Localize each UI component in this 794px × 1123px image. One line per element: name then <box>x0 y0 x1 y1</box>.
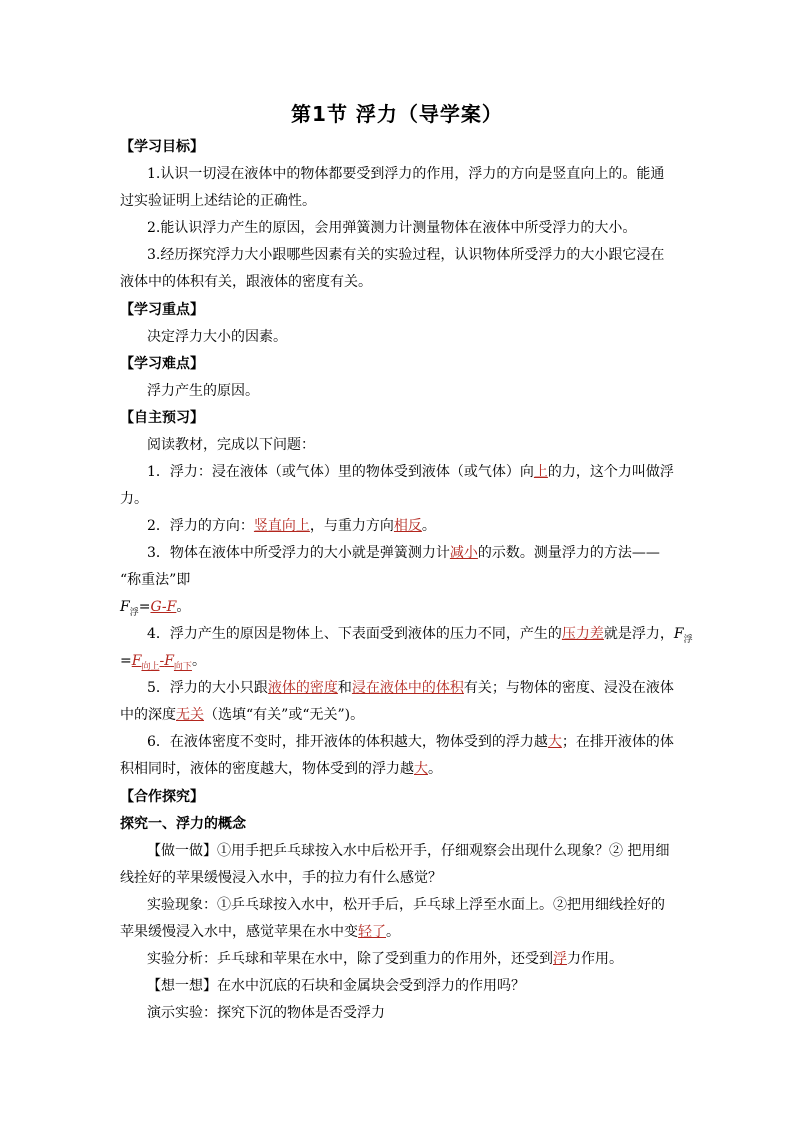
page-title: 第1节 浮力（导学案） <box>291 102 503 126</box>
preview-question-3-formula <box>120 596 680 618</box>
goal-3-line-1: 3.经历探究浮力大小跟哪些因素有关的实验过程，认识物体所受浮力的大小跟它浸在 <box>147 247 665 263</box>
analysis-answer: 浮 <box>553 951 567 967</box>
q4-answer-f2: F <box>164 653 174 669</box>
q3-answer: 减小 <box>449 545 478 561</box>
phen-answer: 轻了 <box>358 924 386 940</box>
q5-text: 5．浮力的大小只跟 <box>147 680 268 696</box>
q4-answer-sub1: 向上 <box>141 661 160 672</box>
q4-formula-f: F <box>673 626 684 642</box>
phen-end: 。 <box>386 924 400 940</box>
q5-answer-3: 无关 <box>176 707 204 723</box>
q6-text: 6．在液体密度不变时，排开液体的体积越大，物体受到的浮力越 <box>147 734 548 750</box>
section-heading-coop: 【合作探究】 <box>120 789 204 805</box>
activity-do-line-2: 线拴好的苹果缓慢浸入水中，手的拉力有什么感觉？ <box>120 870 442 886</box>
preview-question-1 <box>120 461 707 481</box>
q5-answer-1: 液体的密度 <box>267 680 338 696</box>
q1-answer: 上 <box>533 464 548 480</box>
preview-question-3 <box>120 542 707 562</box>
phenomenon-line-1: 实验现象：①乒乓球按入水中，松开手后，乒乓球上浮至水面上。②把用细线拴好的 <box>147 897 665 913</box>
q4-end: 。 <box>191 653 206 669</box>
section-heading-preview: 【自主预习】 <box>120 410 204 426</box>
q5-and: 和 <box>337 680 352 696</box>
q3-formula-f: F <box>120 599 130 615</box>
preview-question-4-formula <box>120 650 680 672</box>
q2-text-mid: ，与重力方向 <box>309 518 394 534</box>
q4-eq: = <box>120 653 132 669</box>
q4-text: 4．浮力产生的原因是物体上、下表面受到液体的压力不同，产生的 <box>147 626 562 642</box>
q6-text-post: ；在排开液体的体 <box>561 734 674 750</box>
difficulty-text: 浮力产生的原因。 <box>147 383 259 399</box>
goal-1-line-2: 过实验证明上述结论的正确性。 <box>120 193 316 209</box>
preview-question-5-cont <box>120 704 680 724</box>
preview-question-6-cont <box>120 758 680 778</box>
goal-3-line-2: 液体中的体积有关，跟液体的密度有关。 <box>120 274 372 290</box>
q3-text-post: 的示数。测量浮力的方法—— <box>477 545 660 561</box>
q2-text-end: 。 <box>421 518 436 534</box>
q1-text: 1．浮力：浸在液体（或气体）里的物体受到液体（或气体）向 <box>147 464 534 480</box>
analysis-end: 力作用。 <box>567 951 623 967</box>
phen-text: 苹果缓慢浸入水中，感觉苹果在水中变 <box>120 924 358 940</box>
q6-end: 。 <box>428 761 442 777</box>
goal-2: 2.能认识浮力产生的原因，会用弹簧测力计测量物体在液体中所受浮力的大小。 <box>147 220 637 236</box>
q4-formula-sub: 浮 <box>683 634 693 645</box>
q2-answer-2: 相反 <box>393 518 422 534</box>
q3-formula-end: 。 <box>176 599 191 615</box>
phenomenon-line-2 <box>120 921 680 941</box>
section-heading-goals: 【学习目标】 <box>120 139 204 155</box>
focus-text: 决定浮力大小的因素。 <box>147 329 287 345</box>
preview-question-5 <box>120 677 707 697</box>
analysis-line <box>120 948 707 968</box>
q5-answer-2: 浸在液体中的体积 <box>351 680 464 696</box>
q4-answer-sub2: 向下 <box>173 661 192 672</box>
q5-text-post: 有关；与物体的密度、浸没在液体 <box>463 680 674 696</box>
section-heading-difficulty: 【学习难点】 <box>120 356 204 372</box>
preview-question-3-cont: “称重法”即 <box>120 572 191 588</box>
q5-cont-text: 中的深度 <box>120 707 176 723</box>
q4-answer-minus: - <box>159 653 165 669</box>
q2-answer-1: 竖直向上 <box>253 518 310 534</box>
section-heading-explore-1: 探究一、浮力的概念 <box>120 816 246 832</box>
activity-do-line-1: 【做一做】①用手把乒乓球按入水中后松开手，仔细观察会出现什么现象？② 把用细 <box>147 843 670 859</box>
q4-text-post: 就是浮力， <box>603 626 674 642</box>
preview-intro: 阅读教材，完成以下问题： <box>147 437 315 453</box>
q1-text-post: 的力，这个力叫做浮 <box>547 464 674 480</box>
demo-line: 演示实验：探究下沉的物体是否受浮力 <box>147 1005 385 1021</box>
q6-answer-2: 大 <box>414 761 428 777</box>
q3-formula-eq: = <box>138 599 151 615</box>
q3-formula-answer: G-F <box>150 599 177 615</box>
preview-question-1-cont: 力。 <box>120 491 148 507</box>
q6-answer-1: 大 <box>547 734 562 750</box>
think-line: 【想一想】在水中沉底的石块和金属块会受到浮力的作用吗？ <box>147 978 525 994</box>
q2-text: 2．浮力的方向： <box>147 518 254 534</box>
section-heading-focus: 【学习重点】 <box>120 302 204 318</box>
preview-question-2 <box>120 515 707 535</box>
preview-question-4 <box>120 623 707 645</box>
q5-cont-end: （选填“有关”或“无关”)。 <box>204 707 365 723</box>
q4-answer: 压力差 <box>561 626 604 642</box>
q4-answer-f1: F <box>131 653 142 669</box>
q3-formula-sub: 浮 <box>129 607 139 618</box>
q3-text: 3．物体在液体中所受浮力的大小就是弹簧测力计 <box>147 545 450 561</box>
analysis-text: 实验分析：乒乓球和苹果在水中，除了受到重力的作用外，还受到 <box>147 951 553 967</box>
goal-1-line-1: 1.认识一切浸在液体中的物体都要受到浮力的作用，浮力的方向是竖直向上的。能通 <box>147 166 665 182</box>
q6-cont-text: 积相同时，液体的密度越大，物体受到的浮力越 <box>120 761 414 777</box>
preview-question-6 <box>120 731 707 751</box>
